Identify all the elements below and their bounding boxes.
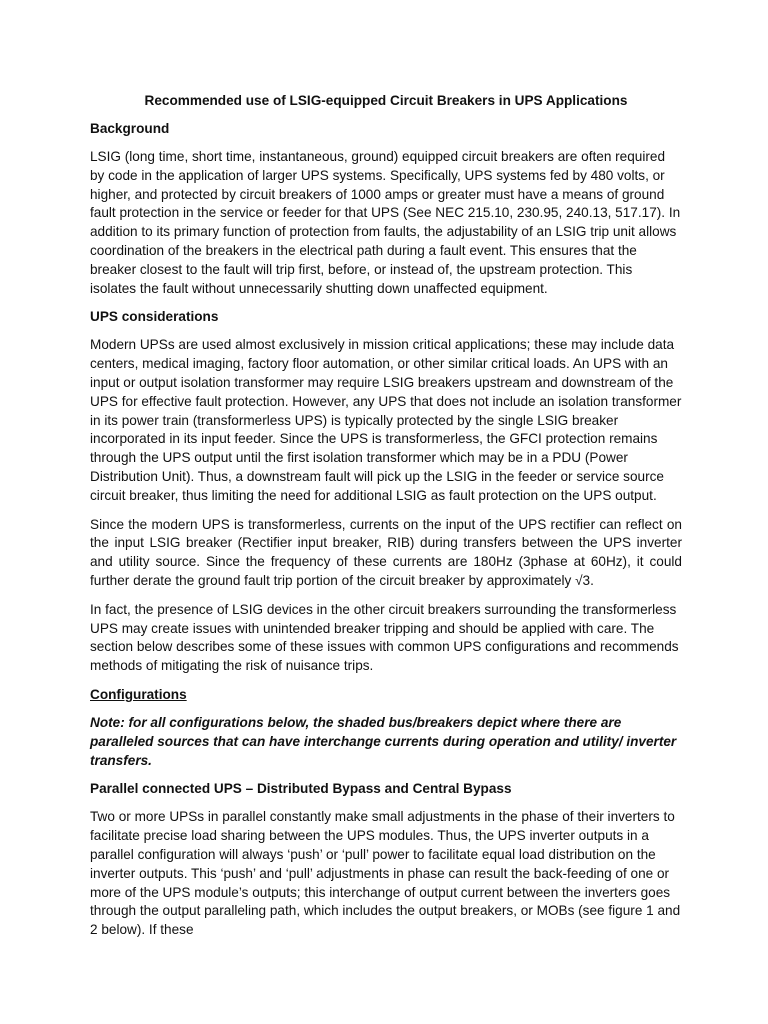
ups-paragraph-1: Modern UPSs are used almost exclusively in mission critical applications; these may include data centers, medical imaging, factory floor automation, or other similar critical loads. An UPS with an input or output isolation transformer may require LSIG breakers upstream and downstream of the UPS for effective fault protection. However, any UPS that does not include an isolation transformer in its power train (transformerless UPS) is typically protected by the single LSIG breaker incorporated in its input feeder. Since the UPS is transformerless, the GFCI protection remains through the UPS output until the first isolation transformer which may be in a PDU (Power Distribution Unit). Thus, a downstream fault will pick up the LSIG in the feeder or service source circuit breaker, thus limiting the need for additional LSIG as fault protection on the UPS output.: [90, 337, 682, 503]
ups-paragraph-2: Since the modern UPS is transformerless, currents on the input of the UPS rectifier can reflect on the input LSIG breaker (Rectifier input breaker, RIB) during transfers between the UPS inverter and utility source. Since the frequency of these currents are 180Hz (3phase at 60Hz), it could further derate the ground fault trip portion of the circuit breaker by approximately √3.: [90, 516, 682, 588]
configurations-heading: Configurations: [90, 686, 187, 702]
background-paragraph: LSIG (long time, short time, instantaneous, ground) equipped circuit breakers are often required by code in the application of larger UPS systems. Specifically, UPS systems fed by 480 volts, or higher, and protected by circuit breakers of 1000 amps or greater must have a means of ground fault protection in the service or feeder for that UPS (See NEC 215.10, 230.95, 240.13, 517.17). In addition to its primary function of protection from faults, the adjustability of an LSIG trip unit allows coordination of the breakers in the electrical path during a fault event. This ensures that the breaker closest to the fault will trip first, before, or instead of, the upstream protection. This isolates the fault without unnecessarily shutting down unaffected equipment.: [90, 149, 681, 296]
background-heading: Background: [90, 121, 170, 136]
configurations-note: Note: for all configurations below, the shaded bus/breakers depict where there are paralleled sources that can have interchange currents during operation and utility/ inverter transfers.: [90, 714, 677, 768]
parallel-ups-heading: Parallel connected UPS – Distributed Bypass and Central Bypass: [90, 781, 512, 797]
ups-paragraph-3: In fact, the presence of LSIG devices in the other circuit breakers surrounding the transformerless UPS may create issues with unintended breaker tripping and should be applied with care. The section below describes some of these issues with common UPS configurations and recommends methods of mitigating the risk of nuisance trips.: [90, 601, 679, 674]
ups-considerations-heading: UPS considerations: [90, 309, 219, 325]
parallel-ups-paragraph: Two or more UPSs in parallel constantly make small adjustments in the phase of their inverters to facilitate precise load sharing between the UPS modules. Thus, the UPS inverter outputs in a parallel configuration will always ‘push’ or ‘pull’ power to facilitate equal load distribution on the inverter outputs. This ‘push’ and ‘pull’ adjustments in phase can result the back-feeding of one or more of the UPS module’s outputs; this interchange of output current between the inverters goes through the output paralleling path, which includes the output breakers, or MOBs (see figure 1 and 2 below). If these: [90, 809, 681, 938]
document-title: Recommended use of LSIG-equipped Circuit Breakers in UPS Applications: [144, 93, 628, 108]
